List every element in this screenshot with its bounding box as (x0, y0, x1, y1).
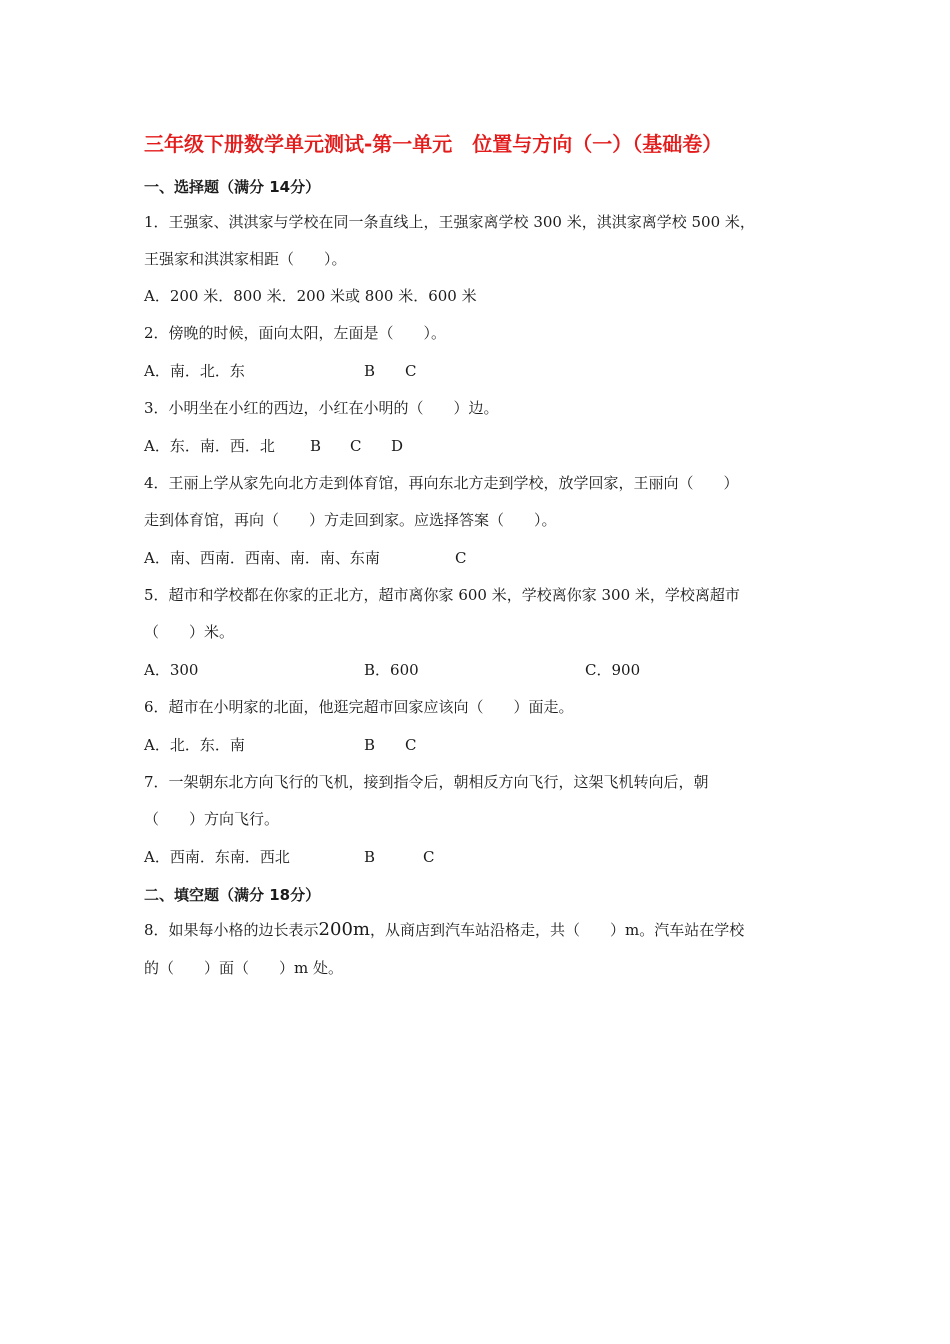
question-5-option-b: B．600 (364, 661, 419, 679)
question-8-line-2: 的（ ）面（ ）m 处。 (144, 959, 343, 977)
question-3-label-b: B (310, 437, 322, 455)
question-4-line-2: 走到体育馆，再向（ ）方走回到家。应选择答案（ ）。 (144, 511, 557, 529)
section-heading-choice: 一、选择题（满分 14分） (144, 178, 321, 196)
question-4-label-c: C (455, 549, 467, 567)
question-5-line-1: 5．超市和学校都在你家的正北方，超市离你家 600 米，学校离你家 300 米，学校离超市 (144, 586, 740, 604)
question-2-option-a: A．南．北．东 (144, 362, 245, 380)
question-6-label-c: C (405, 736, 417, 754)
question-8-scale-value: 200m (318, 919, 370, 940)
question-5-option-a: A．300 (144, 661, 199, 679)
question-5-option-c: C．900 (585, 661, 641, 679)
question-3-option-a: A．东．南．西．北 (144, 437, 275, 455)
question-6-option-a: A．北．东．南 (144, 736, 245, 754)
question-3-line-1: 3．小明坐在小红的西边，小红在小明的（ ）边。 (144, 399, 499, 417)
question-2-line-1: 2．傍晚的时候，面向太阳，左面是（ ）。 (144, 324, 447, 342)
question-7-option-a: A．西南．东南．西北 (144, 848, 290, 866)
question-4-line-1: 4．王丽上学从家先向北方走到体育馆，再向东北方走到学校，放学回家，王丽向（ ） (144, 474, 739, 492)
question-5-line-2: （ ）米。 (144, 623, 235, 641)
question-6-line-1: 6．超市在小明家的北面，他逛完超市回家应该向（ ）面走。 (144, 698, 574, 716)
question-7-label-b: B (364, 848, 376, 866)
question-8-line-1 (144, 920, 744, 940)
question-1-options: A．200 米．800 米．200 米或 800 米．600 米 (144, 287, 477, 305)
question-1-line-1: 1．王强家、淇淇家与学校在同一条直线上，王强家离学校 300 米，淇淇家离学校 500 米， (144, 213, 755, 231)
question-8-text-b: ，从商店到汽车站沿格走，共（ ）m。汽车站在学校 (369, 921, 745, 939)
question-2-label-c: C (405, 362, 417, 380)
question-7-label-c: C (423, 848, 435, 866)
question-4-option-a: A．南、西南．西南、南．南、东南 (144, 549, 380, 567)
question-1-line-2: 王强家和淇淇家相距（ ）。 (144, 250, 347, 268)
question-3-label-d: D (391, 437, 404, 455)
question-7-line-2: （ ）方向飞行。 (144, 810, 280, 828)
question-3-label-c: C (350, 437, 362, 455)
section-heading-fill: 二、填空题（满分 18分） (144, 886, 321, 904)
question-2-label-b: B (364, 362, 376, 380)
page-title: 三年级下册数学单元测试-第一单元 位置与方向（一）（基础卷） (144, 132, 723, 156)
question-6-label-b: B (364, 736, 376, 754)
question-8-text-a: 8．如果每小格的边长表示 (144, 921, 319, 939)
question-7-line-1: 7．一架朝东北方向飞行的飞机，接到指令后，朝相反方向飞行，这架飞机转向后，朝 (144, 773, 709, 791)
